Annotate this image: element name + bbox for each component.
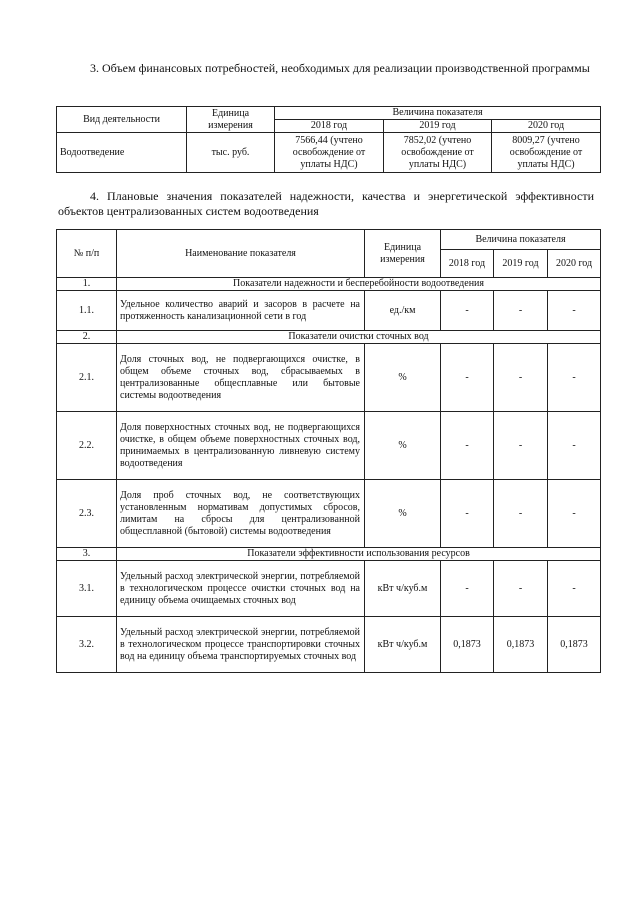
header-unit: Единица измерения xyxy=(187,107,275,133)
section-num: 1. xyxy=(57,278,117,291)
row-value-2019: - xyxy=(494,291,548,331)
row-value-2019: - xyxy=(494,561,548,617)
header-activity: Вид деятельности xyxy=(57,107,187,133)
header-year-2020: 2020 год xyxy=(548,250,601,278)
row-unit: % xyxy=(365,480,441,548)
section-4-heading: 4. Плановые значения показателей надежности, качества и энергетической эффективности объектов централизованных систем водоотведения xyxy=(58,189,594,218)
row-value-2019: - xyxy=(494,412,548,480)
row-name: Доля проб сточных вод, не соответствующих установленным нормативам допустимых сбросов, лимитам на сбросы для централизованной общесплавной (бытовой) системы водоотведения xyxy=(117,480,365,548)
row-value-2019: - xyxy=(494,480,548,548)
row-unit: % xyxy=(365,344,441,412)
row-num: 2.2. xyxy=(57,412,117,480)
row-num: 3.1. xyxy=(57,561,117,617)
row-value-2019: 0,1873 xyxy=(494,617,548,673)
row-num: 2.3. xyxy=(57,480,117,548)
financial-needs-table xyxy=(56,106,601,173)
section-title: Показатели очистки сточных вод xyxy=(117,331,601,344)
row-value-2019: 7852,02 (учтено освобождение от уплаты НДС) xyxy=(384,133,492,173)
section-title: Показатели эффективности использования ресурсов xyxy=(117,548,601,561)
row-num: 2.1. xyxy=(57,344,117,412)
row-value-2020: - xyxy=(548,561,601,617)
row-name: Удельное количество аварий и засоров в расчете на протяженность канализационной сети в год xyxy=(117,291,365,331)
header-year-2018: 2018 год xyxy=(275,120,384,133)
table-row xyxy=(57,291,601,331)
row-name: Доля поверхностных сточных вод, не подвергающихся очистке, в общем объеме поверхностных сточных вод, принимаемых в централизованную ливневую систему водоотведения xyxy=(117,412,365,480)
header-year-2019: 2019 год xyxy=(384,120,492,133)
table-row xyxy=(57,412,601,480)
row-value-2020: - xyxy=(548,480,601,548)
row-name: Удельный расход электрической энергии, потребляемой в технологическом процессе очистки сточных вод на единицу объема очищаемых сточных вод xyxy=(117,561,365,617)
section-3-heading: 3. Объем финансовых потребностей, необходимых для реализации производственной программы xyxy=(90,61,590,75)
header-unit: Единица измерения xyxy=(365,230,441,278)
row-unit: кВт ч/куб.м xyxy=(365,617,441,673)
row-name: Удельный расход электрической энергии, потребляемой в технологическом процессе транспортировки сточных вод на единицу объема транспортируемых сточных вод xyxy=(117,617,365,673)
header-name: Наименование показателя xyxy=(117,230,365,278)
header-value: Величина показателя xyxy=(275,107,601,120)
row-value-2019: - xyxy=(494,344,548,412)
row-value-2020: - xyxy=(548,412,601,480)
row-value-2018: - xyxy=(441,291,494,331)
row-unit: ед./км xyxy=(365,291,441,331)
section-num: 3. xyxy=(57,548,117,561)
header-year-2018: 2018 год xyxy=(441,250,494,278)
row-name: Доля сточных вод, не подвергающихся очистке, в общем объеме сточных вод, сбрасываемых в централизованные общесплавные или бытовые системы водоотведения xyxy=(117,344,365,412)
table-row xyxy=(57,561,601,617)
row-num: 3.2. xyxy=(57,617,117,673)
header-value: Величина показателя xyxy=(441,230,601,250)
row-value-2018: - xyxy=(441,480,494,548)
row-value-2020: 0,1873 xyxy=(548,617,601,673)
header-num: № п/п xyxy=(57,230,117,278)
row-num: 1.1. xyxy=(57,291,117,331)
row-value-2020: - xyxy=(548,344,601,412)
row-value-2018: 0,1873 xyxy=(441,617,494,673)
section-title: Показатели надежности и бесперебойности водоотведения xyxy=(117,278,601,291)
row-value-2018: - xyxy=(441,561,494,617)
row-value-2020: 8009,27 (учтено освобождение от уплаты НДС) xyxy=(492,133,601,173)
row-value-2018: - xyxy=(441,412,494,480)
indicators-table xyxy=(56,229,601,673)
header-year-2020: 2020 год xyxy=(492,120,601,133)
row-activity: Водоотведение xyxy=(57,133,187,173)
table-row xyxy=(57,344,601,412)
row-value-2020: - xyxy=(548,291,601,331)
row-unit: тыс. руб. xyxy=(187,133,275,173)
table-row xyxy=(57,617,601,673)
header-year-2019: 2019 год xyxy=(494,250,548,278)
row-value-2018: 7566,44 (учтено освобождение от уплаты НДС) xyxy=(275,133,384,173)
section-num: 2. xyxy=(57,331,117,344)
table-row xyxy=(57,480,601,548)
row-unit: % xyxy=(365,412,441,480)
row-unit: кВт ч/куб.м xyxy=(365,561,441,617)
row-value-2018: - xyxy=(441,344,494,412)
